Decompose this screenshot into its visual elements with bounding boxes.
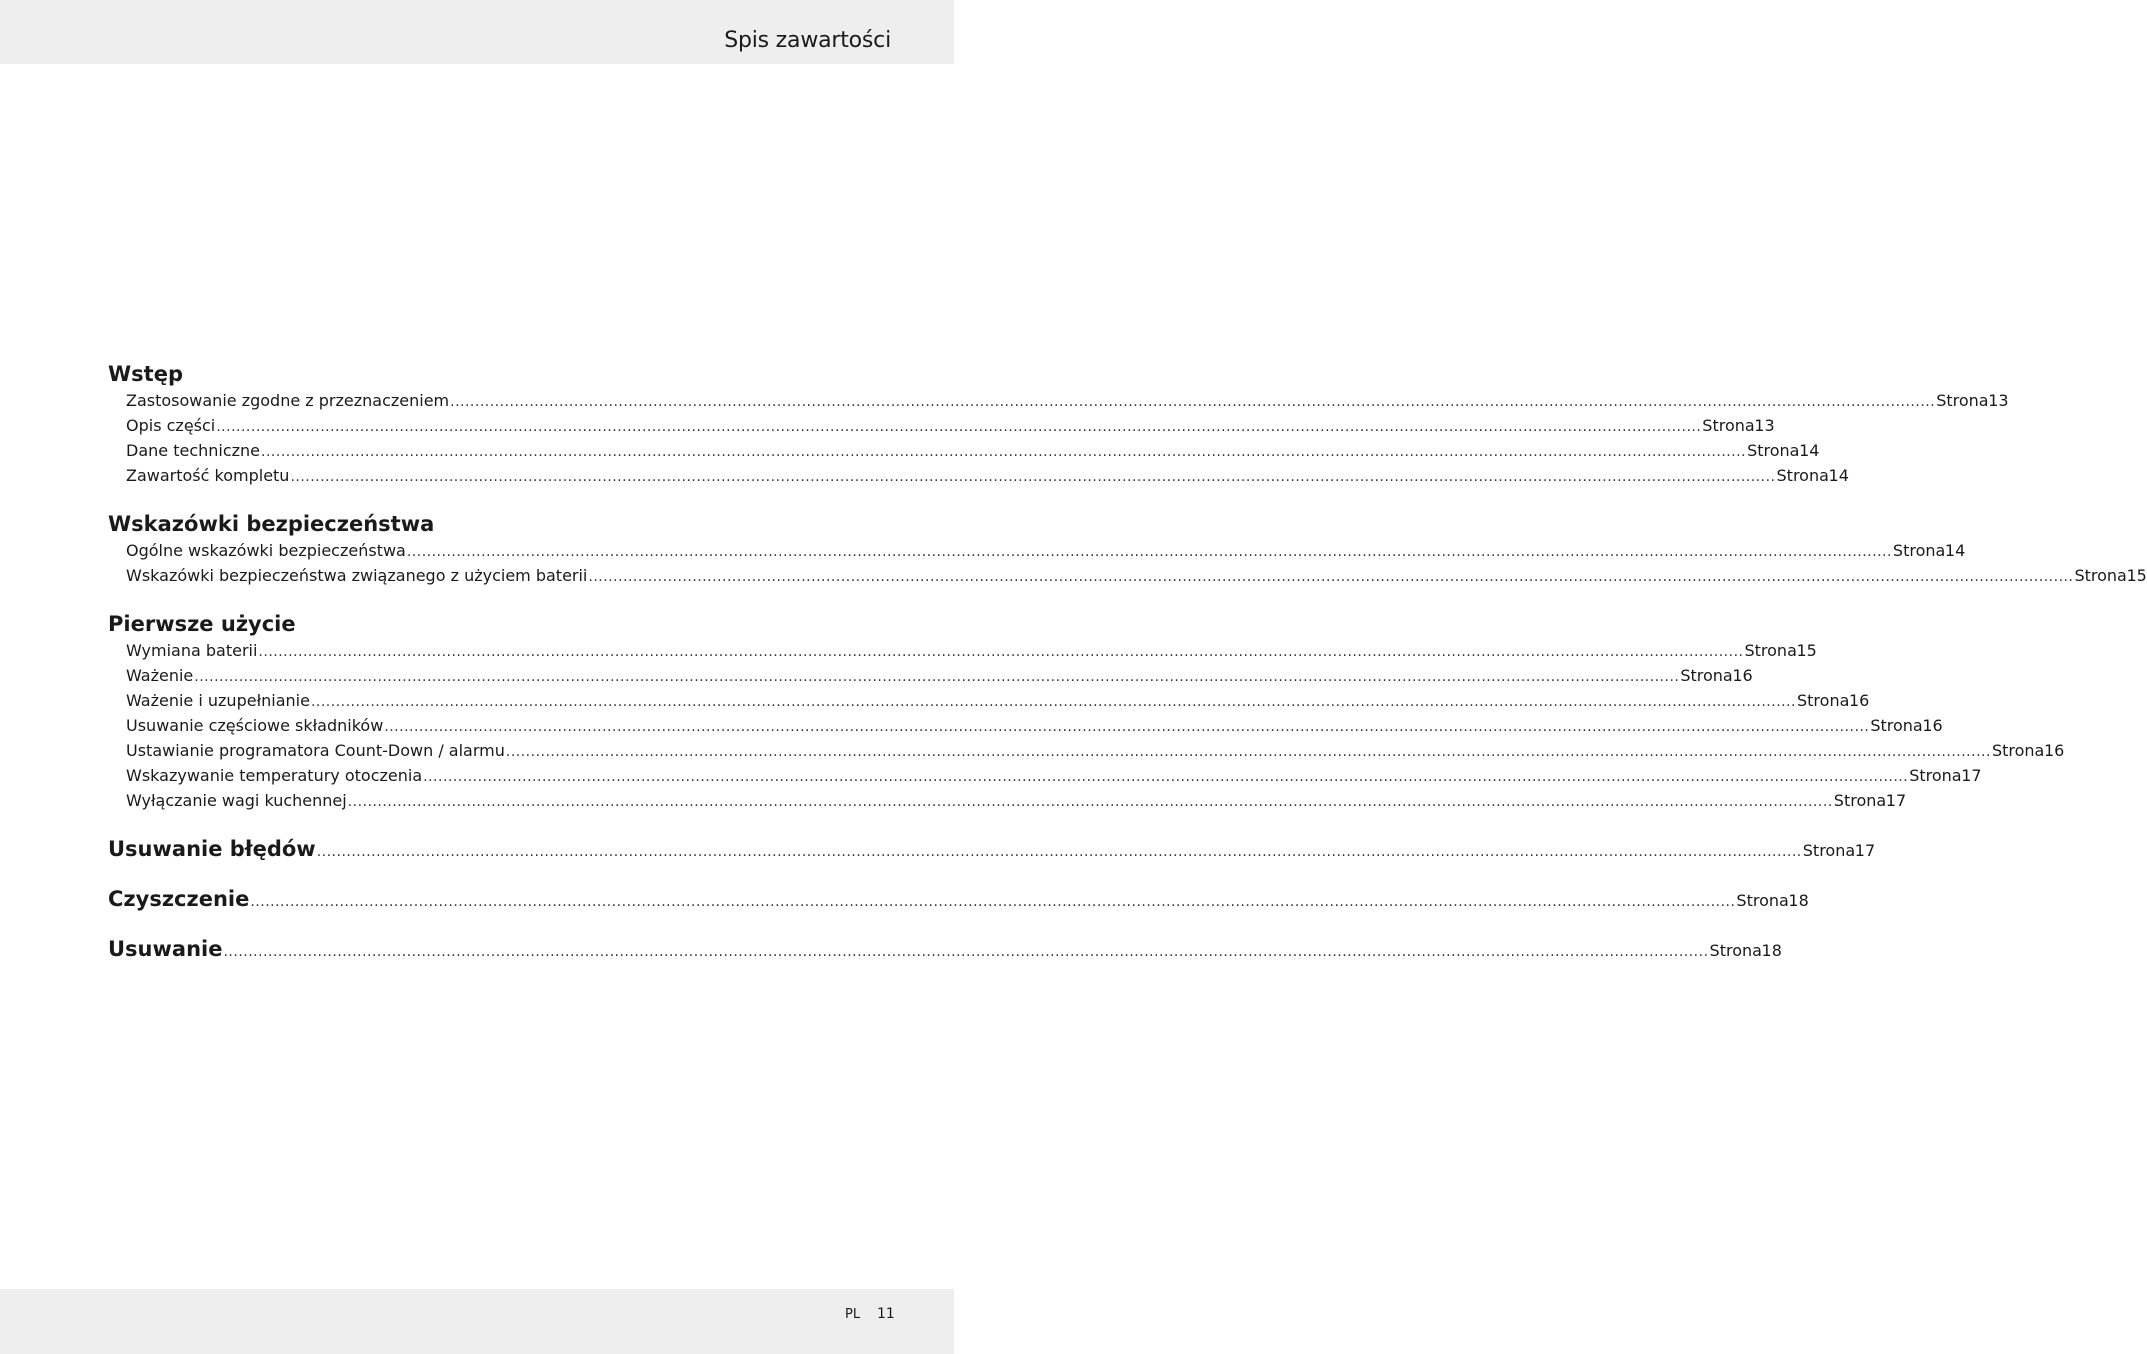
page-word: Strona — [1991, 741, 2045, 760]
toc-main-entry-page: 18 — [1788, 891, 1809, 910]
toc-entry-page: 17 — [1961, 766, 1982, 785]
leader-dots: ............................................................................................................................................................................................................................................................................................................ — [194, 669, 1680, 685]
leader-dots: ............................................................................................................................................................................................................................................................................................................ — [261, 444, 1747, 460]
toc-entry[interactable] — [126, 715, 1943, 737]
page-word: Strona — [1936, 391, 1989, 410]
leader-dots: ............................................................................................................................................................................................................................................................................................................ — [450, 394, 1936, 410]
leader-dots: ............................................................................................................................................................................................................................................................................................................ — [223, 944, 1709, 960]
page-word: Strona — [1870, 716, 1923, 735]
toc-entry-page: 14 — [1828, 466, 1849, 485]
toc-entry-page: 15 — [2126, 566, 2147, 585]
page-word: Strona — [1797, 691, 1850, 710]
toc-entry-page: 16 — [2043, 741, 2065, 760]
section-title: Wstęp — [108, 362, 183, 386]
leader-dots: ............................................................................................................................................................................................................................................................................................................ — [588, 569, 2074, 585]
leader-dots: ............................................................................................................................................................................................................................................................................................................ — [216, 419, 1702, 435]
leader-dots: ............................................................................................................................................................................................................................................................................................................ — [250, 894, 1736, 910]
page-word: Strona — [1892, 541, 1946, 560]
toc-entry[interactable] — [126, 390, 2009, 412]
page-word: Strona — [2074, 566, 2127, 585]
page-word: Strona — [1736, 891, 1789, 910]
toc-entry-page: 15 — [1796, 641, 1817, 660]
toc-entry-page: 13 — [1988, 391, 2009, 410]
toc-entry[interactable] — [126, 465, 1849, 487]
page-title: Spis zawartości — [724, 28, 891, 53]
toc-entry-label: Ogólne wskazówki bezpieczeństwa — [126, 541, 406, 560]
toc-entry-page: 17 — [1885, 791, 1907, 810]
toc-entry-label: Ustawianie programatora Count-Down / alarmu — [126, 741, 505, 760]
toc-entry[interactable] — [126, 565, 2147, 587]
footer-language: PL — [845, 1307, 861, 1322]
leader-dots: ............................................................................................................................................................................................................................................................................................................ — [505, 744, 1991, 760]
page-word: Strona — [1747, 441, 1800, 460]
toc-main-entry-page: 18 — [1761, 941, 1782, 960]
leader-dots: ............................................................................................................................................................................................................................................................................................................ — [423, 769, 1909, 785]
toc-main-entry[interactable] — [108, 935, 1782, 963]
toc-entry-label: Wyłączanie wagi kuchennej — [126, 791, 347, 810]
toc-entry[interactable] — [126, 640, 1817, 662]
toc-main-entry[interactable] — [108, 885, 1809, 913]
page-word: Strona — [1709, 941, 1762, 960]
toc-entry-label: Ważenie — [126, 666, 194, 685]
leader-dots: ............................................................................................................................................................................................................................................................................................................ — [316, 844, 1802, 860]
toc-main-entry-label: Usuwanie — [108, 937, 223, 961]
toc-entry-label: Zawartość kompletu — [126, 466, 290, 485]
leader-dots: ............................................................................................................................................................................................................................................................................................................ — [406, 544, 1892, 560]
page-word: Strona — [1776, 466, 1829, 485]
toc-entry-page: 16 — [1922, 716, 1943, 735]
section-title: Wskazówki bezpieczeństwa — [108, 512, 435, 536]
toc-entry-page: 16 — [1849, 691, 1870, 710]
leader-dots: ............................................................................................................................................................................................................................................................................................................ — [347, 794, 1833, 810]
toc-entry[interactable] — [126, 540, 1966, 562]
toc-entry-label: Dane techniczne — [126, 441, 261, 460]
toc-entry-page: 14 — [1944, 541, 1966, 560]
toc-entry-label: Opis części — [126, 416, 216, 435]
toc-entry-label: Ważenie i uzupełnianie — [126, 691, 310, 710]
leader-dots: ............................................................................................................................................................................................................................................................................................................ — [310, 694, 1796, 710]
toc-entry-label: Zastosowanie zgodne z przeznaczeniem — [126, 391, 450, 410]
page-word: Strona — [1744, 641, 1797, 660]
toc-entry[interactable] — [126, 740, 2065, 762]
toc-entry-label: Wymiana baterii — [126, 641, 258, 660]
leader-dots: ............................................................................................................................................................................................................................................................................................................ — [384, 719, 1870, 735]
toc-entry-label: Usuwanie częściowe składników — [126, 716, 384, 735]
toc-main-entry-label: Usuwanie błędów — [108, 837, 316, 861]
toc-main-entry[interactable] — [108, 835, 1876, 863]
footer-band — [0, 1289, 954, 1354]
page-word: Strona — [1702, 416, 1755, 435]
page-word: Strona — [1833, 791, 1887, 810]
leader-dots: ............................................................................................................................................................................................................................................................................................................ — [258, 644, 1744, 660]
toc-entry[interactable] — [126, 765, 1982, 787]
toc-entry[interactable] — [126, 690, 1870, 712]
leader-dots: ............................................................................................................................................................................................................................................................................................................ — [290, 469, 1776, 485]
toc-entry[interactable] — [126, 440, 1820, 462]
page-word: Strona — [1909, 766, 1962, 785]
section-title: Pierwsze użycie — [108, 612, 296, 636]
page-word: Strona — [1680, 666, 1733, 685]
toc-entry-page: 13 — [1754, 416, 1775, 435]
toc-main-entry-page: 17 — [1854, 841, 1876, 860]
toc-entry[interactable] — [126, 665, 1753, 687]
toc-entry[interactable] — [126, 415, 1775, 437]
page-word: Strona — [1802, 841, 1856, 860]
toc-entry-page: 16 — [1732, 666, 1753, 685]
toc-main-entry-label: Czyszczenie — [108, 887, 250, 911]
toc-entry[interactable] — [126, 790, 1907, 812]
toc-entry-page: 14 — [1799, 441, 1820, 460]
toc-entry-label: Wskazywanie temperatury otoczenia — [126, 766, 423, 785]
footer-page-number: 11 — [877, 1306, 895, 1322]
toc-entry-label: Wskazówki bezpieczeństwa związanego z użyciem baterii — [126, 566, 588, 585]
